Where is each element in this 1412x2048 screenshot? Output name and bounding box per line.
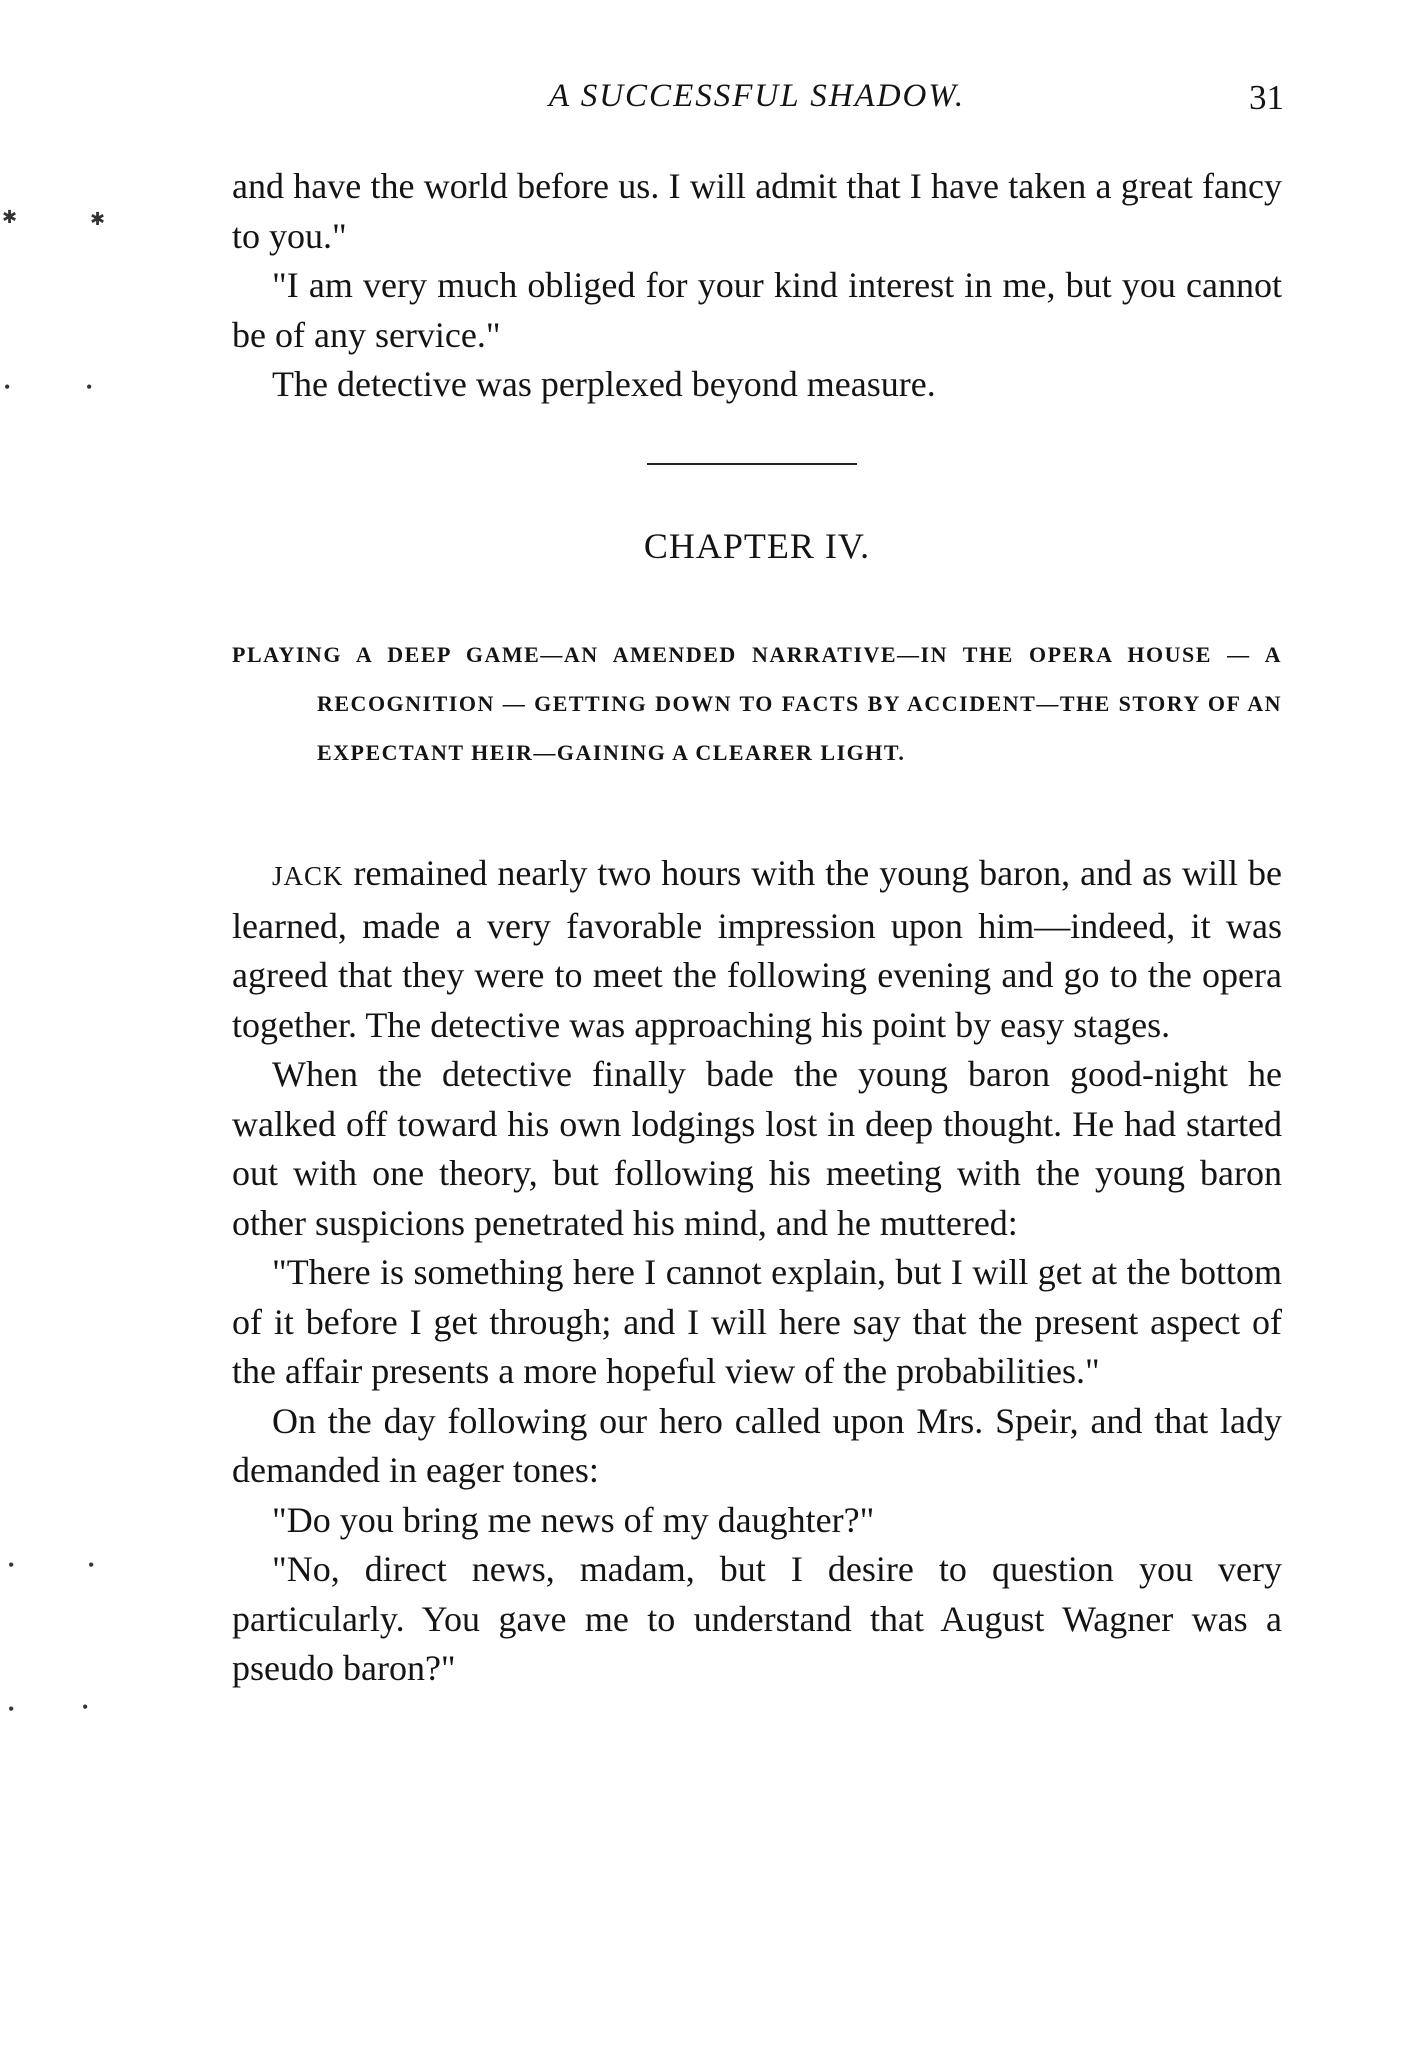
- scan-speck: ✱: [90, 209, 106, 229]
- page-number: 31: [1249, 78, 1284, 117]
- paragraph: and have the world before us. I will admit that I have taken a great fancy to you.": [232, 166, 1282, 256]
- drop-word: JACK: [272, 861, 344, 891]
- paragraph: "I am very much obliged for your kind interest in me, but you cannot be of any service.": [232, 265, 1282, 355]
- scan-speck: ✱: [2, 207, 18, 227]
- scan-speck: •: [82, 1697, 89, 1717]
- section-divider: [647, 463, 857, 465]
- paragraph: When the detective finally bade the young baron good-night he walked off toward his own lodgings lost in deep thought. He had started out with one theory, but following his meeting with the young baron other suspicions penetrated his mind, and he muttered:: [232, 1054, 1282, 1243]
- running-head: [230, 78, 1284, 128]
- paragraph: "Do you bring me news of my daughter?": [272, 1499, 875, 1540]
- paragraph: The detective was perplexed beyond measure.: [272, 364, 936, 404]
- scan-speck: •: [8, 1555, 15, 1575]
- paragraph: "There is something here I cannot explain, but I will get at the bottom of it before I get through; and I will here say that the present aspect of the affair presents a more hopeful view of the probabilities.": [232, 1252, 1282, 1391]
- scan-speck: •: [88, 1555, 95, 1575]
- paragraph: On the day following our hero called upon Mrs. Speir, and that lady demanded in eager tones:: [232, 1400, 1282, 1490]
- paragraph: "No, direct news, madam, but I desire to question you very particularly. You gave me to understand that August Wagner was a pseudo baron?": [232, 1549, 1282, 1688]
- scan-speck: •: [4, 377, 11, 397]
- scan-speck: •: [8, 1699, 15, 1719]
- paragraph-text: remained nearly two hours with the young baron, and as will be learned, made a very favorable impression upon him—indeed, it was agreed that they were to meet the following evening and go to the opera together. The detective was approaching his point by easy stages.: [232, 853, 1282, 1045]
- running-title: A SUCCESSFUL SHADOW.: [548, 78, 966, 114]
- chapter-synopsis: PLAYING A DEEP GAME—AN AMENDED NARRATIVE—IN THE OPERA HOUSE — A RECOGNITION — GETTING DOWN TO FACTS BY ACCIDENT—THE STORY OF AN EXPECTANT HEIR—GAINING A CLEARER LIGHT.: [232, 642, 1282, 765]
- opening-text: [232, 162, 1282, 410]
- scan-speck: •: [86, 377, 93, 397]
- chapter-body: [232, 849, 1282, 1694]
- paragraph: [232, 849, 1282, 1050]
- chapter-title: CHAPTER IV.: [643, 526, 871, 566]
